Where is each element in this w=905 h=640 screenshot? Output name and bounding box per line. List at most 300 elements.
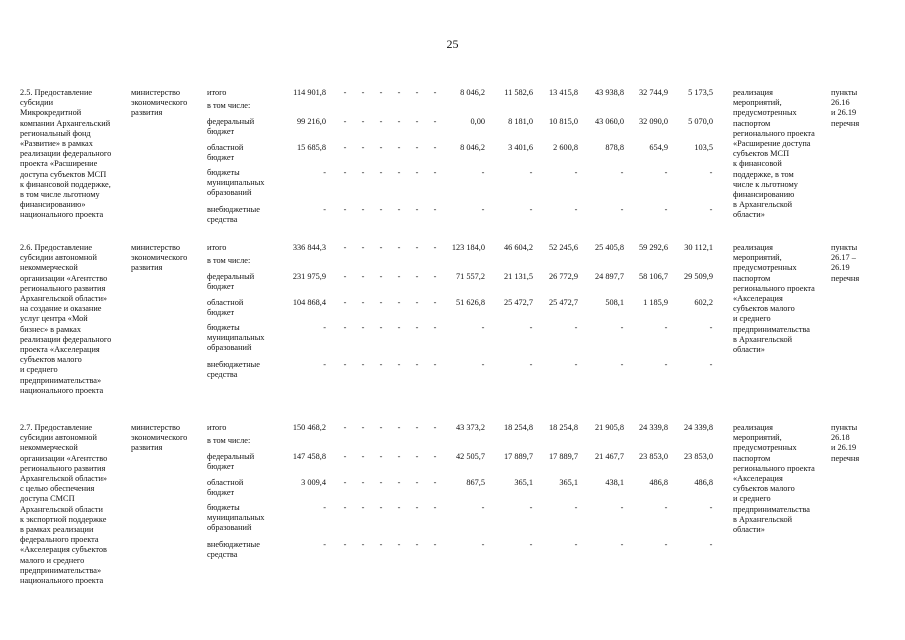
result-line: и среднего bbox=[733, 494, 771, 504]
row-label: муниципальных bbox=[207, 513, 265, 523]
empty-year-dash: - bbox=[415, 503, 419, 512]
year-value: - bbox=[620, 205, 624, 214]
row-label: внебюджетные bbox=[207, 205, 260, 214]
year-value: 5 173,5 bbox=[688, 88, 713, 97]
section-title-line: 2.5. Предоставление bbox=[20, 88, 93, 97]
row-label: федеральный bbox=[207, 117, 255, 126]
row-label: бюджет bbox=[207, 488, 235, 498]
reference-line: и 26.19 bbox=[831, 108, 857, 118]
year-value: 24 897,7 bbox=[594, 272, 624, 281]
section-title-line: Архангельской области» bbox=[20, 294, 108, 303]
year-value: - bbox=[481, 205, 485, 214]
executor-line: экономического bbox=[131, 433, 188, 443]
year-value: - bbox=[664, 168, 668, 177]
year-value: 24 339,8 bbox=[683, 423, 713, 432]
executor-line: развития bbox=[131, 443, 163, 453]
year-value: 438,1 bbox=[605, 478, 624, 487]
empty-year-dash: - bbox=[379, 168, 383, 177]
empty-year-dash: - bbox=[343, 478, 347, 487]
row-label: областной bbox=[207, 478, 244, 487]
year-value: 32 090,0 bbox=[638, 117, 668, 126]
year-value: 25 472,7 bbox=[503, 298, 533, 307]
year-value: 365,1 bbox=[559, 478, 578, 487]
year-value: 123 184,0 bbox=[451, 243, 485, 252]
section-title-line: национального проекта bbox=[20, 385, 104, 395]
section-title-line: в том числе льготному bbox=[20, 190, 100, 199]
empty-year-dash: - bbox=[343, 298, 347, 307]
empty-year-dash: - bbox=[361, 143, 365, 152]
section-title-line: национального проекта bbox=[20, 576, 104, 585]
executor-line: развития bbox=[131, 108, 163, 118]
row-total: 104 868,4 bbox=[292, 298, 326, 307]
empty-year-dash: - bbox=[415, 478, 419, 487]
empty-year-dash: - bbox=[433, 503, 437, 512]
year-value: 58 106,7 bbox=[638, 272, 668, 281]
empty-year-dash: - bbox=[379, 323, 383, 332]
executor-line: министерство bbox=[131, 243, 181, 252]
empty-year-dash: - bbox=[433, 143, 437, 152]
year-value: 29 509,9 bbox=[683, 272, 713, 281]
row-label: бюджеты bbox=[207, 503, 240, 512]
empty-year-dash: - bbox=[379, 205, 383, 214]
empty-year-dash: - bbox=[397, 478, 401, 487]
row-total: - bbox=[323, 503, 326, 512]
year-value: - bbox=[529, 168, 533, 177]
section-title-line: региональный фонд bbox=[20, 128, 91, 138]
section-title-line: к финансовой поддержке, bbox=[20, 179, 111, 189]
empty-year-dash: - bbox=[343, 205, 347, 214]
section-title-line: проекта «Расширение bbox=[20, 159, 98, 169]
year-value: - bbox=[574, 323, 578, 332]
empty-year-dash: - bbox=[397, 323, 401, 332]
year-value: - bbox=[709, 168, 713, 177]
empty-year-dash: - bbox=[433, 88, 437, 97]
row-label: бюджет bbox=[207, 282, 235, 292]
empty-year-dash: - bbox=[415, 117, 419, 126]
result-line: области» bbox=[733, 210, 765, 220]
empty-year-dash: - bbox=[379, 117, 383, 126]
result-line: и среднего bbox=[733, 314, 771, 324]
row-label: бюджет bbox=[207, 462, 235, 472]
result-line: к финансовой bbox=[733, 159, 782, 169]
year-value: 13 415,8 bbox=[548, 88, 578, 97]
row-label: образований bbox=[207, 343, 252, 353]
year-value: 5 070,0 bbox=[688, 117, 713, 126]
row-label: итого bbox=[207, 88, 227, 97]
year-value: - bbox=[529, 323, 533, 332]
section-title-line: 2.6. Предоставление bbox=[20, 243, 93, 252]
result-line: предпринимательства bbox=[733, 504, 810, 514]
year-value: - bbox=[574, 205, 578, 214]
row-total: 231 975,9 bbox=[292, 272, 326, 281]
section-title-line: регионального развития bbox=[20, 463, 106, 473]
year-value: - bbox=[664, 205, 668, 214]
empty-year-dash: - bbox=[379, 88, 383, 97]
section-title-line: некоммерческой bbox=[20, 443, 78, 453]
year-value: 71 557,2 bbox=[455, 272, 485, 281]
empty-year-dash: - bbox=[343, 243, 347, 252]
section-title-line: 2.7. Предоставление bbox=[20, 423, 93, 432]
executor-line: экономического bbox=[131, 98, 188, 108]
row-label: в том числе: bbox=[207, 101, 251, 110]
result-line: субъектов МСП bbox=[733, 149, 790, 159]
empty-year-dash: - bbox=[343, 272, 347, 281]
section-title-line: Микрокредитной bbox=[20, 108, 82, 118]
result-line: предпринимательства bbox=[733, 324, 810, 334]
section-title-line: некоммерческой bbox=[20, 263, 78, 273]
empty-year-dash: - bbox=[361, 298, 365, 307]
result-line: мероприятий, bbox=[733, 98, 782, 108]
empty-year-dash: - bbox=[379, 540, 383, 549]
year-value: 43 060,0 bbox=[594, 117, 624, 126]
empty-year-dash: - bbox=[379, 360, 383, 369]
year-value: 30 112,1 bbox=[684, 243, 713, 252]
row-label: в том числе: bbox=[207, 256, 251, 265]
empty-year-dash: - bbox=[415, 205, 419, 214]
empty-year-dash: - bbox=[397, 272, 401, 281]
year-value: 25 472,7 bbox=[548, 298, 578, 307]
year-value: 10 815,0 bbox=[548, 117, 578, 126]
row-label: бюджет bbox=[207, 153, 235, 163]
row-label: в том числе: bbox=[207, 436, 251, 445]
executor-line: экономического bbox=[131, 253, 188, 263]
result-line: в Архангельской bbox=[733, 514, 793, 524]
reference-line: пункты bbox=[831, 243, 858, 252]
result-line: в Архангельской bbox=[733, 334, 793, 344]
year-value: - bbox=[664, 503, 668, 512]
year-value: - bbox=[574, 360, 578, 369]
year-value: 878,8 bbox=[605, 143, 624, 152]
result-line: реализация bbox=[733, 88, 773, 97]
row-label: внебюджетные bbox=[207, 540, 260, 549]
empty-year-dash: - bbox=[361, 423, 365, 432]
empty-year-dash: - bbox=[415, 272, 419, 281]
year-value: - bbox=[481, 168, 485, 177]
year-value: - bbox=[574, 540, 578, 549]
year-value: - bbox=[709, 540, 713, 549]
result-line: регионального проекта bbox=[733, 463, 815, 473]
year-value: 0,00 bbox=[470, 117, 485, 126]
empty-year-dash: - bbox=[361, 168, 365, 177]
empty-year-dash: - bbox=[433, 478, 437, 487]
empty-year-dash: - bbox=[433, 323, 437, 332]
year-value: - bbox=[709, 323, 713, 332]
reference-line: пункты bbox=[831, 88, 858, 97]
empty-year-dash: - bbox=[397, 205, 401, 214]
section-title-line: «Акселерация субъектов bbox=[20, 545, 107, 555]
year-value: 52 245,6 bbox=[548, 243, 578, 252]
section-title-line: малого и среднего bbox=[20, 555, 85, 565]
year-value: 17 889,7 bbox=[548, 452, 578, 461]
result-line: мероприятий, bbox=[733, 253, 782, 263]
year-value: 23 853,0 bbox=[683, 452, 713, 461]
section-title-line: на создание и оказание bbox=[20, 304, 102, 314]
result-line: в Архангельской bbox=[733, 200, 793, 210]
empty-year-dash: - bbox=[343, 452, 347, 461]
executor-line: развития bbox=[131, 263, 163, 273]
reference-line: перечня bbox=[831, 453, 860, 463]
year-value: 18 254,8 bbox=[548, 423, 578, 432]
row-label: средства bbox=[207, 370, 238, 380]
year-value: - bbox=[620, 360, 624, 369]
reference-line: и 26.19 bbox=[831, 443, 857, 453]
result-line: числе к льготному bbox=[733, 179, 798, 189]
year-value: 21 905,8 bbox=[594, 423, 624, 432]
year-value: 11 582,6 bbox=[504, 88, 533, 97]
empty-year-dash: - bbox=[397, 243, 401, 252]
section-title-line: организации «Агентство bbox=[20, 273, 108, 283]
year-value: 867,5 bbox=[466, 478, 485, 487]
result-line: области» bbox=[733, 345, 765, 354]
empty-year-dash: - bbox=[433, 452, 437, 461]
row-label: бюджет bbox=[207, 308, 235, 318]
section-title-line: реализации федерального bbox=[20, 149, 112, 159]
empty-year-dash: - bbox=[397, 168, 401, 177]
empty-year-dash: - bbox=[433, 272, 437, 281]
result-line: предусмотренных bbox=[733, 263, 797, 273]
empty-year-dash: - bbox=[433, 205, 437, 214]
empty-year-dash: - bbox=[415, 298, 419, 307]
empty-year-dash: - bbox=[415, 143, 419, 152]
empty-year-dash: - bbox=[361, 243, 365, 252]
result-line: паспортом bbox=[733, 273, 771, 283]
year-value: 21 131,5 bbox=[503, 272, 533, 281]
section-title-line: регионального развития bbox=[20, 283, 106, 293]
row-label: федеральный bbox=[207, 452, 255, 461]
row-label: бюджеты bbox=[207, 168, 240, 177]
year-value: 26 772,9 bbox=[548, 272, 578, 281]
empty-year-dash: - bbox=[415, 88, 419, 97]
section-title-line: предпринимательства» bbox=[20, 565, 102, 575]
section-title-line: реализации федерального bbox=[20, 334, 112, 344]
result-line: «Акселерация bbox=[733, 474, 783, 483]
reference-line: 26.17 – bbox=[831, 253, 856, 263]
section-title-line: предпринимательства» bbox=[20, 375, 102, 385]
row-label: муниципальных bbox=[207, 333, 265, 343]
year-value: 46 604,2 bbox=[503, 243, 533, 252]
section-title-line: в рамках реализации bbox=[20, 525, 94, 534]
year-value: - bbox=[481, 503, 485, 512]
empty-year-dash: - bbox=[397, 503, 401, 512]
executor-line: министерство bbox=[131, 88, 181, 97]
empty-year-dash: - bbox=[415, 168, 419, 177]
empty-year-dash: - bbox=[343, 168, 347, 177]
row-total: - bbox=[323, 205, 326, 214]
row-total: 3 009,4 bbox=[301, 478, 326, 487]
section-title-line: доступа субъектов МСП bbox=[20, 169, 107, 179]
year-value: - bbox=[664, 323, 668, 332]
empty-year-dash: - bbox=[397, 143, 401, 152]
empty-year-dash: - bbox=[397, 88, 401, 97]
reference-line: 26.16 bbox=[831, 98, 850, 108]
row-label: образований bbox=[207, 188, 252, 198]
row-label: бюджеты bbox=[207, 323, 240, 332]
empty-year-dash: - bbox=[433, 540, 437, 549]
empty-year-dash: - bbox=[379, 503, 383, 512]
empty-year-dash: - bbox=[379, 272, 383, 281]
year-value: - bbox=[529, 540, 533, 549]
empty-year-dash: - bbox=[415, 423, 419, 432]
section-title-line: организации «Агентство bbox=[20, 453, 108, 463]
empty-year-dash: - bbox=[361, 205, 365, 214]
result-line: субъектов малого bbox=[733, 304, 795, 314]
row-label: средства bbox=[207, 550, 238, 560]
section-title-line: федерального проекта bbox=[20, 535, 99, 545]
section-title-line: субсидии bbox=[20, 98, 54, 108]
result-line: реализация bbox=[733, 243, 773, 252]
result-line: регионального проекта bbox=[733, 283, 815, 293]
year-value: - bbox=[620, 503, 624, 512]
year-value: 486,8 bbox=[694, 478, 713, 487]
reference-line: 26.18 bbox=[831, 433, 850, 443]
year-value: - bbox=[481, 540, 485, 549]
year-value: 32 744,9 bbox=[638, 88, 668, 97]
year-value: 1 185,9 bbox=[643, 298, 668, 307]
year-value: 17 889,7 bbox=[503, 452, 533, 461]
year-value: - bbox=[529, 360, 533, 369]
empty-year-dash: - bbox=[379, 143, 383, 152]
row-label: образований bbox=[207, 523, 252, 533]
section-title-line: и среднего bbox=[20, 365, 58, 375]
year-value: - bbox=[620, 168, 624, 177]
empty-year-dash: - bbox=[361, 503, 365, 512]
empty-year-dash: - bbox=[433, 360, 437, 369]
row-total: 114 901,8 bbox=[293, 88, 326, 97]
section-title-line: бизнес» в рамках bbox=[20, 324, 81, 334]
reference-line: перечня bbox=[831, 118, 860, 128]
year-value: - bbox=[709, 360, 713, 369]
empty-year-dash: - bbox=[361, 323, 365, 332]
year-value: - bbox=[709, 503, 713, 512]
year-value: - bbox=[620, 540, 624, 549]
empty-year-dash: - bbox=[379, 452, 383, 461]
result-line: предусмотренных bbox=[733, 443, 797, 453]
year-value: 486,8 bbox=[649, 478, 668, 487]
section-title-line: субсидии автономной bbox=[20, 433, 97, 443]
empty-year-dash: - bbox=[361, 540, 365, 549]
section-title-line: проекта «Акселерация bbox=[20, 345, 100, 354]
year-value: 654,9 bbox=[649, 143, 668, 152]
result-line: регионального проекта bbox=[733, 128, 815, 138]
row-total: 15 685,8 bbox=[296, 143, 326, 152]
row-total: 336 844,3 bbox=[292, 243, 326, 252]
result-line: паспортом bbox=[733, 453, 771, 463]
empty-year-dash: - bbox=[343, 423, 347, 432]
empty-year-dash: - bbox=[361, 478, 365, 487]
result-line: мероприятий, bbox=[733, 433, 782, 443]
row-total: - bbox=[323, 360, 326, 369]
empty-year-dash: - bbox=[397, 423, 401, 432]
year-value: - bbox=[481, 360, 485, 369]
row-label: итого bbox=[207, 243, 227, 252]
empty-year-dash: - bbox=[397, 117, 401, 126]
empty-year-dash: - bbox=[379, 423, 383, 432]
year-value: 602,2 bbox=[694, 298, 713, 307]
section-title-line: с целью обеспечения bbox=[20, 484, 95, 494]
reference-line: перечня bbox=[831, 273, 860, 283]
section-title-line: национального проекта bbox=[20, 210, 104, 220]
empty-year-dash: - bbox=[397, 360, 401, 369]
empty-year-dash: - bbox=[415, 452, 419, 461]
section-title-line: субъектов малого bbox=[20, 355, 82, 365]
section-title-line: финансированию» bbox=[20, 200, 86, 210]
year-value: - bbox=[620, 323, 624, 332]
empty-year-dash: - bbox=[343, 117, 347, 126]
empty-year-dash: - bbox=[397, 540, 401, 549]
empty-year-dash: - bbox=[433, 423, 437, 432]
reference-line: пункты bbox=[831, 423, 858, 432]
empty-year-dash: - bbox=[361, 117, 365, 126]
year-value: 24 339,8 bbox=[638, 423, 668, 432]
row-total: - bbox=[323, 540, 326, 549]
row-label: федеральный bbox=[207, 272, 255, 281]
section-title-line: «Развитие» в рамках bbox=[20, 139, 93, 148]
year-value: 25 405,8 bbox=[594, 243, 624, 252]
result-line: области» bbox=[733, 525, 765, 534]
row-label: бюджет bbox=[207, 127, 235, 137]
section-title-line: субсидии автономной bbox=[20, 253, 97, 263]
row-label: областной bbox=[207, 143, 244, 152]
row-label: областной bbox=[207, 298, 244, 307]
year-value: 59 292,6 bbox=[638, 243, 668, 252]
empty-year-dash: - bbox=[361, 88, 365, 97]
year-value: 103,5 bbox=[694, 143, 713, 152]
result-line: поддержке, в том bbox=[733, 169, 794, 179]
empty-year-dash: - bbox=[361, 360, 365, 369]
result-line: финансированию bbox=[733, 190, 795, 199]
empty-year-dash: - bbox=[343, 143, 347, 152]
result-line: «Расширение доступа bbox=[733, 139, 811, 148]
result-line: реализация bbox=[733, 423, 773, 432]
section-title-line: Архангельской области bbox=[20, 504, 103, 514]
empty-year-dash: - bbox=[415, 323, 419, 332]
result-line: субъектов малого bbox=[733, 484, 795, 494]
empty-year-dash: - bbox=[361, 272, 365, 281]
empty-year-dash: - bbox=[415, 540, 419, 549]
row-label: муниципальных bbox=[207, 178, 265, 188]
section-title-line: Архангельской области» bbox=[20, 474, 108, 483]
page-number: 25 bbox=[446, 37, 459, 51]
row-total: 147 458,8 bbox=[292, 452, 326, 461]
empty-year-dash: - bbox=[397, 298, 401, 307]
empty-year-dash: - bbox=[433, 243, 437, 252]
empty-year-dash: - bbox=[379, 298, 383, 307]
year-value: 21 467,7 bbox=[594, 452, 624, 461]
year-value: 2 600,8 bbox=[553, 143, 578, 152]
empty-year-dash: - bbox=[343, 323, 347, 332]
empty-year-dash: - bbox=[433, 168, 437, 177]
year-value: 8 046,2 bbox=[460, 88, 485, 97]
section-title-line: компании Архангельский bbox=[20, 118, 111, 128]
empty-year-dash: - bbox=[433, 298, 437, 307]
empty-year-dash: - bbox=[361, 452, 365, 461]
section-title-line: доступа СМСП bbox=[20, 494, 75, 504]
row-label: средства bbox=[207, 215, 238, 225]
year-value: 508,1 bbox=[605, 298, 624, 307]
empty-year-dash: - bbox=[343, 360, 347, 369]
year-value: - bbox=[481, 323, 485, 332]
result-line: «Акселерация bbox=[733, 294, 783, 303]
year-value: - bbox=[574, 168, 578, 177]
year-value: - bbox=[574, 503, 578, 512]
row-total: - bbox=[323, 168, 326, 177]
row-label: итого bbox=[207, 423, 227, 432]
row-total: - bbox=[323, 323, 326, 332]
empty-year-dash: - bbox=[397, 452, 401, 461]
year-value: 3 401,6 bbox=[508, 143, 533, 152]
year-value: - bbox=[529, 205, 533, 214]
year-value: 42 505,7 bbox=[455, 452, 485, 461]
